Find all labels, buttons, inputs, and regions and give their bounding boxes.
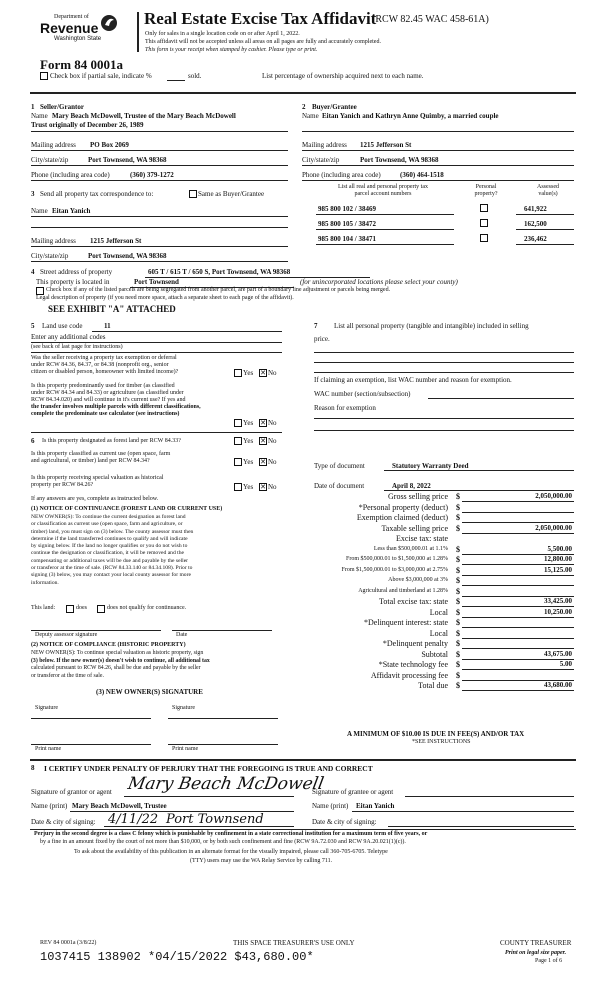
header-note1: Only for sales in a single location code on or after April 1, 2022. [145,31,300,37]
buyer-heading: Buyer/Grantee [312,103,357,111]
reason-line-2 [314,430,574,431]
tax-row-line [462,564,574,565]
s6-q3 [31,475,163,489]
grantee-sig-label: Signature of grantee or agent [312,788,394,796]
reason-line-1 [314,418,574,419]
tax-row-value[interactable]: 2,050,000.00 [535,524,572,532]
land-use-code[interactable]: 11 [104,322,111,330]
parcel-number[interactable]: 985 800 105 / 38472 [318,220,376,228]
tax-row-label: Less than $500,000.01 at 1.1% [373,546,448,552]
buyer-heading-num: 2 [302,103,306,111]
tax-row-line [462,575,574,576]
yes-label: Yes [243,369,254,377]
s6-q3-b: property per RCW 84.26? [31,482,94,488]
s6-q1-no-checkbox[interactable]: ✕ [260,437,266,445]
assessed-value[interactable]: 236,462 [524,235,547,243]
seller-mailing-line [31,150,288,151]
tax-row-label: Local [429,629,448,638]
tty-note: (TTY) users may use the WA Relay Service by calling 711. [190,858,333,864]
s7-text1: List all personal property (tangible and intangible) included in selling [334,322,529,330]
corr-heading-num: 3 [31,190,35,198]
parcel-number[interactable]: 985 800 102 / 38469 [318,205,376,213]
dept-line3: Washington State [54,36,102,42]
corr-name[interactable]: Eitan Yanich [52,207,91,215]
revenue-swirl-icon [100,14,118,32]
tax-row-dollar: $ [456,576,460,585]
parcel-col3-line1: Assessed [537,184,559,190]
tax-row-label: Agricultural and timberland at 1.28% [358,588,448,594]
yes-label: Yes [243,419,254,427]
yes-label: Yes [243,483,254,491]
buyer-phone[interactable]: (360) 464-1518 [400,171,444,179]
s5-q2 [31,383,201,418]
owner-print-label-2: Print name [172,746,199,752]
s5-q2-d: the transfer involves multiple parcels with different classifications, [31,404,201,410]
personal-property-checkbox[interactable] [480,234,488,242]
tax-row-line [462,669,574,670]
grantor-date-line [104,826,294,827]
alt-format: To ask about the availability of this publication in an alternate format for the visually impaired, please call 360-705-6705. Teletype [74,849,388,855]
does-label: does [76,605,87,611]
compliance-line: NEW OWNER(S): To continue special valuation as historic property, sign [31,650,204,656]
reason-label: Reason for exemption [314,404,376,412]
continuance-line: or classification as current use (open space, farm and agriculture, or [31,521,183,528]
owner-sig-label-1: Signature [35,705,58,711]
tax-row-value[interactable]: 43,680.00 [544,681,572,689]
buyer-city[interactable]: Port Townsend, WA 98368 [360,156,439,164]
no-label: No [268,437,277,445]
seller-phone[interactable]: (360) 379-1272 [130,171,174,179]
tax-row-dollar: $ [456,555,460,564]
corr-name-label: Name [31,207,48,215]
tax-row-value[interactable]: 5,500.00 [547,545,572,553]
tax-row-value[interactable]: 2,050,000.00 [535,492,572,500]
tax-row-line [462,690,574,691]
assessed-value[interactable]: 162,500 [524,220,547,228]
partial-sale-checkbox[interactable] [40,72,48,80]
tax-row-label: From $500,000.01 to $1,500,000 at 1.28% [346,556,448,562]
does-not-label: does not qualify for continuance. [107,605,187,611]
compliance-text [31,650,210,680]
new-owner-sig-heading: (3) NEW OWNER(S) SIGNATURE [96,688,203,696]
tax-row-label: Exemption claimed (deduct) [356,513,448,522]
personal-property-checkbox[interactable] [480,204,488,212]
tax-row-dollar: $ [456,681,460,690]
tax-row-dollar: $ [456,503,460,512]
s6-q2-yes-checkbox[interactable] [234,458,242,466]
seller-city-label: City/state/zip [31,156,69,164]
tax-row-line [462,648,574,649]
tax-row-value[interactable]: 10,250.00 [544,608,572,616]
s6-num: 6 [31,437,35,445]
tax-row-dollar: $ [456,671,460,680]
partial-sale-label: Check box if partial sale, indicate % [50,72,152,80]
perjury-line-2: by a fine in an amount fixed by the court of not more than $10,000, or by both such confinement and fine (RCW 9A.72.030 and RCW 9A.20.021(1)(c)). [40,839,406,845]
tax-row-label: Excise tax: state [396,534,448,543]
page-number: Page 1 of 6 [535,958,563,964]
header-note3: This form is your receipt when stamped by cashier. Please type or print. [145,47,318,53]
assessed-line [516,214,574,215]
certify-statement: I CERTIFY UNDER PENALTY OF PERJURY THAT THE FOREGOING IS TRUE AND CORRECT [44,764,373,773]
tax-row-line [462,585,574,586]
continuance-line: by signing below. If the land no longer qualifies or you do not wish to [31,543,188,550]
buyer-name[interactable]: Eitan Yanich and Kathryn Anne Quimby, a married couple [322,112,499,120]
tax-row-dollar: $ [456,492,460,501]
s6-q3-a: Is this property receiving special valuation as historical [31,475,164,481]
same-as-buyer-label: Same as Buyer/Grantee [198,190,265,198]
s6-q1-yes-checkbox[interactable] [234,437,242,445]
this-land-label: This land: [31,605,56,611]
continuance-line: timber) land, you must sign on (3) below. The county assessor must then [31,528,194,535]
corr-blank-line [31,227,288,228]
owner-print-label-1: Print name [35,746,62,752]
parcel-num-line [316,214,454,215]
continuance-line: determine if the land transferred continues to qualify and will indicate [31,535,188,542]
buyer-mailing-label: Mailing address [302,141,347,149]
tax-row-dollar: $ [456,629,460,638]
parcel-col1-head [318,184,448,198]
tax-row-line [462,606,574,607]
continuance-text [31,514,193,587]
section8-rule [30,759,576,761]
corr-city-line [31,261,288,262]
seller-mailing[interactable]: PO Box 2069 [90,141,129,149]
tax-row-line [462,501,574,502]
deputy-sig-line [31,630,161,631]
located-city[interactable]: Port Townsend [134,278,179,286]
tax-row-label: *State technology fee [378,660,448,669]
tax-row-label: From $1,500,000.01 to $3,000,000 at 2.75% [341,567,448,573]
compliance-line: (3) below. If the new owner(s) doesn't wish to continue, all additional tax [31,657,210,664]
tax-row-line [462,627,574,628]
seller-phone-line [31,180,288,181]
tax-row-dollar: $ [456,545,460,554]
s5-q1-a: Was the seller receiving a property tax exemption or deferral [31,355,177,361]
s7-line-1 [314,352,574,353]
continuance-line: continue the designation or classification, it will be removed and the [31,550,185,557]
s6-if-yes: If any answers are yes, complete as instructed below. [31,496,159,502]
tax-row-line [462,638,574,639]
s6-q3-yes-checkbox[interactable] [234,483,242,491]
print-legal: Print on legal size paper. [505,950,567,956]
owner-print-line-2 [168,744,278,745]
dept-line1: Department of [54,14,89,20]
seller-name-label: Name [31,112,48,120]
tax-row-dollar: $ [456,566,460,575]
partial-percent-line [167,80,185,81]
s7-text2: price. [314,335,330,343]
buyer-name-line [302,131,574,132]
compliance-line: calculated pursuant to RCW 84.26, shall be due and payable by the seller [31,665,201,671]
s5-q1-c: citizen or disabled person, homeowner with limited income)? [31,369,179,375]
s5-q1-b: under RCW 84.36, 84.37, or 84.38 (nonprofit org., senior [31,362,169,368]
tax-row-label: Total due [418,681,448,690]
segregated-checkbox[interactable] [36,287,44,295]
deputy-date-label: Date [176,632,188,638]
tax-row-dollar: $ [456,597,460,606]
tax-row-dollar: $ [456,608,460,617]
doc-type[interactable]: Statutory Warranty Deed [392,462,469,470]
tax-row-line [462,533,574,534]
doc-type-label: Type of document [314,462,365,470]
form-title: Real Estate Excise Tax Affidavit [144,9,377,28]
does-checkbox[interactable] [66,605,74,613]
no-label: No [268,369,277,377]
tax-row-dollar: $ [456,587,460,596]
grantor-sig-label: Signature of grantor or agent [31,788,112,796]
header-divider [137,12,139,52]
tax-row-line [462,512,574,513]
tax-row-dollar: $ [456,660,460,669]
segregated-label: Check box if any of the listed parcels are being segregated from another parcel, are part of a boundary line adjustment or parcels being merged. [46,287,391,293]
grantor-date-label: Date & city of signing: [31,818,96,826]
s7-line-3 [314,372,574,373]
s6-rule [31,432,282,433]
dept-line2: Revenue [40,20,99,36]
tax-row-value[interactable]: 12,800.00 [544,555,572,563]
tax-row-value[interactable]: 43,675.00 [544,650,572,658]
wac-line [428,398,574,399]
does-not-checkbox[interactable] [97,605,105,613]
continuance-line: compensating or additional taxes will be due and payable by the seller [31,557,189,564]
s8-num: 8 [31,764,35,772]
tax-row-label: *Delinquent penalty [382,639,448,648]
grantee-date-label: Date & city of signing: [312,818,377,826]
doc-date-line [384,490,574,491]
s5-q2-no-checkbox[interactable]: ✕ [260,419,266,427]
grantor-date[interactable]: 4/11/22 [108,812,159,827]
tax-row-label: Taxable selling price [381,524,448,533]
dor-logo [40,14,120,48]
grantee-name[interactable]: Eitan Yanich [356,802,395,810]
tax-row-label: Affidavit processing fee [370,671,448,680]
additional-line [31,342,282,343]
buyer-city-label: City/state/zip [302,156,340,164]
corr-mailing-label: Mailing address [31,237,76,245]
land-use-label: Land use code [42,322,83,330]
top-rule [30,92,576,94]
parcel-col2-head [466,184,506,198]
exhibit-attached: SEE EXHIBIT "A" ATTACHED [48,304,176,314]
grantor-name[interactable]: Mary Beach McDowell, Trustee [72,802,167,810]
wac-label: WAC number (section/subsection) [314,390,411,398]
form-statute: (RCW 82.45 WAC 458-61A) [372,14,489,25]
tax-row-value[interactable]: 33,425.00 [544,597,572,605]
form-number: Form 84 0001a [40,57,124,72]
tax-row-dollar: $ [456,618,460,627]
s5-q1 [31,355,178,376]
street-address[interactable]: 605 T / 615 T / 650 S, Port Townsend, WA 98368 [148,268,291,276]
s6-q2-no-checkbox[interactable]: ✕ [260,458,266,466]
parcel-col3-head [526,184,570,198]
legal-description-label: Legal description of property (if you need more space, attach a separate sheet to each page of the affidavit). [36,295,294,301]
corr-heading: Send all property tax correspondence to: [40,190,154,198]
personal-property-checkbox[interactable] [480,219,488,227]
s5-q1-yes-checkbox[interactable] [234,369,242,377]
tax-row-line [462,659,574,660]
tax-row-label: Local [429,608,448,617]
deputy-date-line [172,630,272,631]
grantee-sig-line [405,796,574,797]
cashier-stamp: 1037415 138902 *04/15/2022 $43,680.00* [40,950,314,964]
doc-date[interactable]: April 8, 2022 [392,482,431,490]
treasurer-use-only: THIS SPACE TREASURER'S USE ONLY [233,939,355,947]
seller-heading: Seller/Grantor [40,103,84,111]
corr-mailing-line [31,246,288,247]
seller-phone-label: Phone (including area code) [31,171,110,179]
parcel-col2-line2: property? [474,191,498,197]
buyer-city-line [302,165,574,166]
parcel-num-line [316,229,454,230]
seller-name-2: Trust originally of December 26, 1989 [31,121,144,129]
s6-q3-no-checkbox[interactable]: ✕ [260,483,266,491]
land-use-line [92,331,282,332]
county-treasurer: COUNTY TREASURER [500,939,572,947]
seller-name-line [31,131,288,132]
parcel-col3-line2: value(s) [538,191,558,197]
assessed-value[interactable]: 641,922 [524,205,547,213]
tax-row-dollar: $ [456,650,460,659]
no-label: No [268,483,277,491]
s6-q2-a: Is this property classified as current use (open space, farm [31,451,171,457]
buyer-mailing-line [302,150,574,151]
street-label: Street address of property [40,268,113,276]
parcel-num-line [316,244,454,245]
rev-number: REV 84 0001a (3/8/22) [40,940,97,946]
s7-num: 7 [314,322,318,330]
yes-label: Yes [243,458,254,466]
no-label: No [268,419,277,427]
owner-sig-line-2 [168,718,278,719]
partial-sold-label: sold. [188,72,202,80]
no-label: No [268,458,277,466]
perjury-rule [30,829,576,830]
grantor-signature[interactable]: Mary Beach McDowell [126,774,326,794]
property-heading-num: 4 [31,268,35,276]
exemption-label: If claiming an exemption, list WAC number and reason for exemption. [314,376,512,384]
s6-q2 [31,451,170,465]
buyer-mailing[interactable]: 1215 Jefferson St [360,141,412,149]
grantee-name-line [352,811,574,812]
grantor-sig-line [124,796,294,797]
parcel-number[interactable]: 985 800 104 / 38471 [318,235,376,243]
tax-row-dollar: $ [456,513,460,522]
assessed-line [516,229,574,230]
see-instructions: *SEE INSTRUCTIONS [412,739,471,745]
parcel-col1-line1: List all real and personal property tax [338,184,428,190]
located-label: This property is located in [36,278,110,286]
tax-row-line [462,617,574,618]
perjury-line-1: Perjury in the second degree is a class C felony which is punishable by confinement in a state correctional institution for a maximum term of five years, or [34,831,428,837]
s5-q2-a: Is this property predominantly used for timber (as classified [31,383,175,389]
assessed-line [516,244,574,245]
tax-row-dollar: $ [456,639,460,648]
s5-q2-yes-checkbox[interactable] [234,419,242,427]
continuance-line: signing (3) below, you may contact your local county assessor for more [31,572,191,579]
grantee-date-line [388,826,574,827]
ownership-note: List percentage of ownership acquired next to each name. [262,72,424,80]
doc-type-line [384,470,574,471]
grantee-name-label: Name (print) [312,802,349,810]
parcel-col2-line1: Personal [475,184,497,190]
compliance-line: or transferor at the time of sale. [31,672,104,679]
see-back: (see back of last page for instructions) [31,344,123,350]
s5-q2-c: RCW 84.34.020) and will continue in it's current use? If yes and [31,397,186,403]
minimum-due-note: A MINIMUM OF $10.00 IS DUE IN FEE(S) AND/OR TAX [347,730,525,738]
s6-q2-b: and agricultural, or timber) land per RCW 84.34? [31,458,150,464]
continuance-heading: (1) NOTICE OF CONTINUANCE (FOREST LAND OR CURRENT USE) [31,506,223,512]
seller-city[interactable]: Port Townsend, WA 98368 [88,156,167,164]
buyer-name-label: Name [302,112,319,120]
tax-row-value[interactable]: 5.00 [559,660,572,668]
parcel-col1-line2: parcel account numbers [354,191,412,197]
seller-name: Mary Beach McDowell, Trustee of the Mary Beach McDowell [52,112,236,120]
s5-rule [31,352,282,353]
continuance-line: NEW OWNER(S): To continue the current designation as forest land [31,514,186,520]
tax-row-label: Total excise tax: state [379,597,448,606]
tax-row-label: Above $3,000,000 at 3% [388,577,448,583]
additional-codes: Enter any additional codes [31,333,106,341]
corr-mailing[interactable]: 1215 Jefferson St [90,237,142,245]
owner-print-line-1 [31,744,151,745]
corr-city[interactable]: Port Townsend, WA 98368 [88,252,167,260]
seller-city-line [31,165,288,166]
header-note2: This affidavit will not be accepted unless all areas on all pages are fully and accurately completed. [145,39,381,45]
s5-num: 5 [31,322,35,330]
continuance-line: information. [31,579,59,586]
doc-date-label: Date of document [314,482,365,490]
tax-row-label: *Personal property (deduct) [358,503,448,512]
located-note: (for unincorporated locations please select your county) [300,278,458,286]
s5-q2-b: under RCW 84.34 and 84.33) or agriculture (as classified under [31,390,184,396]
seller-heading-num: 1 [31,103,35,111]
yes-label: Yes [243,437,254,445]
buyer-phone-label: Phone (including area code) [302,171,381,179]
tax-row-dollar: $ [456,524,460,533]
s6-q1: Is this property designated as forest land per RCW 84.33? [42,438,181,444]
grantor-city[interactable]: Port Townsend [166,812,264,827]
tax-row-value[interactable]: 15,125.00 [544,566,572,574]
grantor-name-label: Name (print) [31,802,68,810]
s7-line-2 [314,362,574,363]
compliance-heading: (2) NOTICE OF COMPLIANCE (HISTORIC PROPERTY) [31,642,186,648]
buyer-phone-line [302,180,574,181]
tax-row-line [462,522,574,523]
continuance-line: or transferor at the time of sale. (RCW 84.33.140 or 84.34.108). Prior to [31,565,193,572]
owner-sig-line-1 [31,718,151,719]
corr-name-line [31,216,288,217]
owner-sig-label-2: Signature [172,705,195,711]
tax-row-label: Subtotal [421,650,448,659]
tax-row-label: Gross selling price [388,492,448,501]
seller-mailing-label: Mailing address [31,141,76,149]
s5-q2-e: complete the predominate use calculator (see instructions) [31,411,180,417]
deputy-sig-label: Deputy assessor signature [35,632,98,638]
s5-q1-no-checkbox[interactable]: ✕ [260,369,266,377]
same-as-buyer-checkbox[interactable] [189,190,197,198]
corr-city-label: City/state/zip [31,252,69,260]
tax-row-label: *Delinquent interest: state [364,618,448,627]
